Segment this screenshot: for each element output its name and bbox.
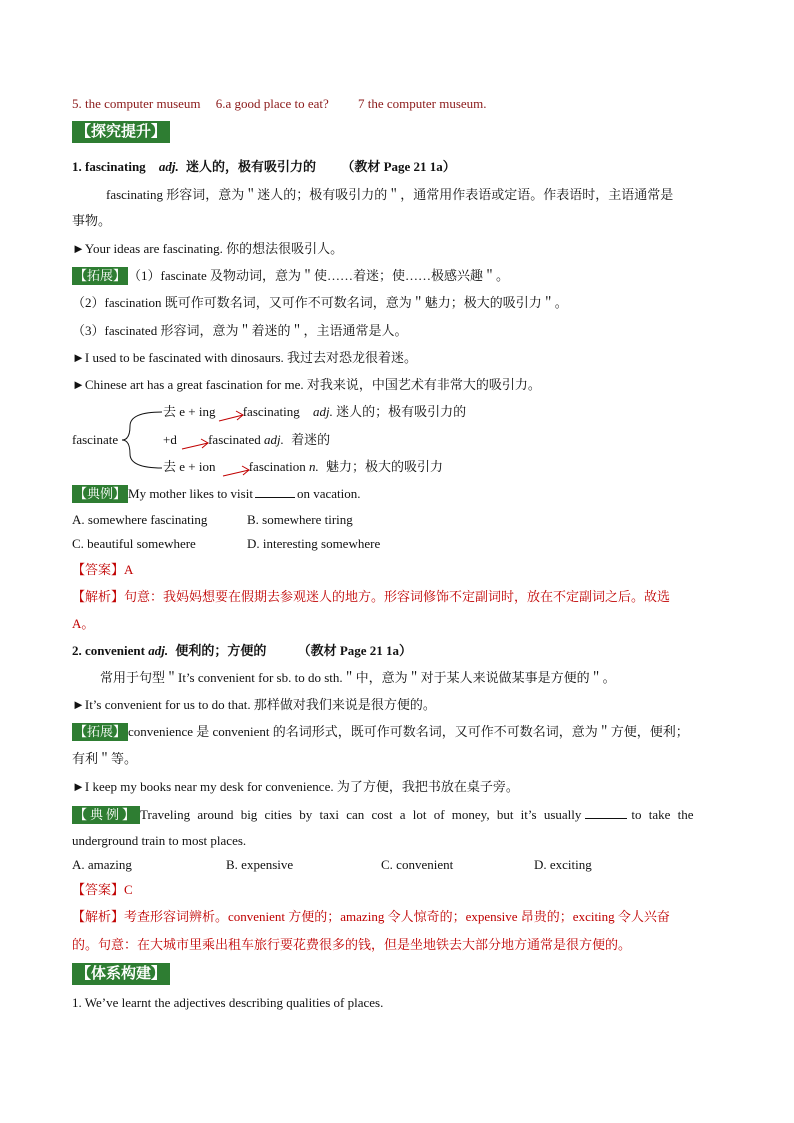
answer-blank-2 <box>585 806 627 819</box>
b3-pos: n. <box>309 459 319 474</box>
item1-pos: adj. <box>158 159 179 174</box>
example-tag: 【典例】 <box>74 486 127 501</box>
b2-rule: +d <box>163 432 177 447</box>
arrow-2 <box>182 443 208 449</box>
ext1-text: （1）fascinate 及物动词，意为＂使……着迷；使……极感兴趣＂。 <box>128 268 509 283</box>
item2-desc: 常用于句型＂It’s convenient for sb. to do sth.＂中，意为＂对于某人来说做某事是方便的＂。 <box>100 670 616 685</box>
item1-extension-1 <box>72 267 509 285</box>
item1-example1: ►Your ideas are fascinating. 你的想法很吸引人。 <box>72 241 344 256</box>
b2-pos: adj. <box>264 432 284 447</box>
item1-desc-line1: fascinating 形容词，意为＂迷人的；极有吸引力的＂，通常用作表语或定语。作表语时，主语通常是 <box>106 187 674 202</box>
item2-cn: 便利的；方便的 <box>175 643 267 658</box>
q1-option-b: B. somewhere tiring <box>247 512 353 527</box>
item1-example3: ►Chinese art has a great fascination for me. 对我来说，中国艺术有非常大的吸引力。 <box>72 377 541 392</box>
b3-word: fascination <box>248 459 306 474</box>
q2-option-c: C. convenient <box>381 857 454 872</box>
item2-extension-line1 <box>72 723 689 741</box>
item1-example-question <box>72 485 361 503</box>
q1-option-d: D. interesting somewhere <box>247 536 381 551</box>
item2-example1: ►It’s convenient for us to do that. 那样做对我们来说是很方便的。 <box>72 697 436 712</box>
item2-word: 2. convenient <box>72 643 145 658</box>
q2-analysis-line2: 的。句意：在大城市里乘出租车旅行要花费很多的钱，但是坐地铁去大部分地方通常是很方便的。 <box>72 937 632 952</box>
arrow-3-head <box>242 466 249 475</box>
item1-desc-line2: 事物。 <box>72 213 112 228</box>
diagram-branch-3 <box>163 458 443 476</box>
q2-answer: 【答案】C <box>72 882 133 897</box>
b1-pos: adj. <box>313 404 333 419</box>
q2-option-b: B. expensive <box>226 857 294 872</box>
b2-cn: 着迷的 <box>291 432 331 447</box>
extension-tag-2: 【拓展】 <box>74 724 127 739</box>
q2-analysis-line1: 【解析】考查形容词辨析。convenient 方便的；amazing 令人惊奇的；expensive 昂贵的；exciting 令人兴奋 <box>72 909 670 924</box>
item1-cn: 迷人的，极有吸引力的 <box>186 159 317 174</box>
b1-cn: 迷人的；极有吸引力的 <box>336 404 467 419</box>
arrow-3 <box>223 470 249 476</box>
item1-example2: ►I used to be fascinated with dinosaurs. 我过去对恐龙很着迷。 <box>72 350 418 365</box>
q1-text-b: on vacation. <box>296 486 361 501</box>
ext-line1-text: convenience 是 convenient 的名词形式，既可作可数名词，又可作不可数名词，意为＂方便，便利； <box>128 724 689 739</box>
item1-extension-2: （2）fascination 既可作可数名词，又可作不可数名词，意为＂魅力；极大的吸引力＂。 <box>72 295 568 310</box>
item1-extension-3: （3）fascinated 形容词，意为＂着迷的＂，主语通常是人。 <box>72 323 408 338</box>
item2-pos: adj. <box>148 643 169 658</box>
b3-cn: 魅力；极大的吸引力 <box>326 459 444 474</box>
q2-text-line2: underground train to most places. <box>72 833 247 848</box>
q2-option-a: A. amazing <box>72 857 132 872</box>
item2-example2: ►I keep my books near my desk for convenience. 为了方便，我把书放在桌子旁。 <box>72 779 519 794</box>
arrow-1 <box>219 415 243 421</box>
section-explore-tag: 【探究提升】 <box>72 121 170 143</box>
item2-ref: （教材 Page 21 1a） <box>297 643 413 658</box>
item1-title <box>72 158 456 176</box>
q2-option-d: D. exciting <box>534 857 592 872</box>
diagram-branch-1 <box>163 403 466 421</box>
item2-title <box>72 642 412 660</box>
item1-ref: （教材 Page 21 1a） <box>341 159 456 174</box>
summary-line-1: 1. We’ve learnt the adjectives describing qualities of places. <box>72 995 384 1010</box>
q1-answer: 【答案】A <box>72 562 134 577</box>
q1-analysis-line1: 【解析】句意：我妈妈想要在假期去参观迷人的地方。形容词修饰不定副词时，放在不定副词之后。故选 <box>72 589 671 604</box>
q2-text-b: to take the <box>631 807 694 822</box>
answer-7: 7 the computer museum. <box>358 96 487 111</box>
diagram-branch-2 <box>163 431 330 449</box>
diagram-brace <box>122 412 162 468</box>
q2-text-a: Traveling around big cities by taxi can cost a lot of money, but it’s usually <box>140 807 582 822</box>
answer-6: 6.a good place to eat? <box>215 96 329 111</box>
item2-example-question <box>72 806 724 824</box>
q1-text-a: My mother likes to visit <box>128 486 253 501</box>
b1-rule: 去 e + ing <box>163 404 216 419</box>
answer-line-5-7 <box>72 95 487 113</box>
b1-word: fascinating <box>242 404 300 419</box>
example-tag-2: 【典例】 <box>74 807 139 822</box>
arrow-2-head <box>201 439 208 448</box>
extension-tag: 【拓展】 <box>74 268 127 283</box>
b2-word: fascinated <box>208 432 261 447</box>
diagram-root: fascinate <box>72 432 119 447</box>
answer-blank <box>255 485 295 498</box>
answer-5: 5. the computer museum <box>72 96 201 111</box>
q1-option-c: C. beautiful somewhere <box>72 536 196 551</box>
item2-extension-line2: 有利＂等。 <box>72 751 138 766</box>
arrow-1-head <box>236 411 243 420</box>
q1-option-a: A. somewhere fascinating <box>72 512 208 527</box>
q1-analysis-line2: A。 <box>72 616 95 631</box>
section-system-tag: 【体系构建】 <box>72 963 170 985</box>
item1-word: 1. fascinating <box>72 159 146 174</box>
b3-rule: 去 e + ion <box>163 459 216 474</box>
